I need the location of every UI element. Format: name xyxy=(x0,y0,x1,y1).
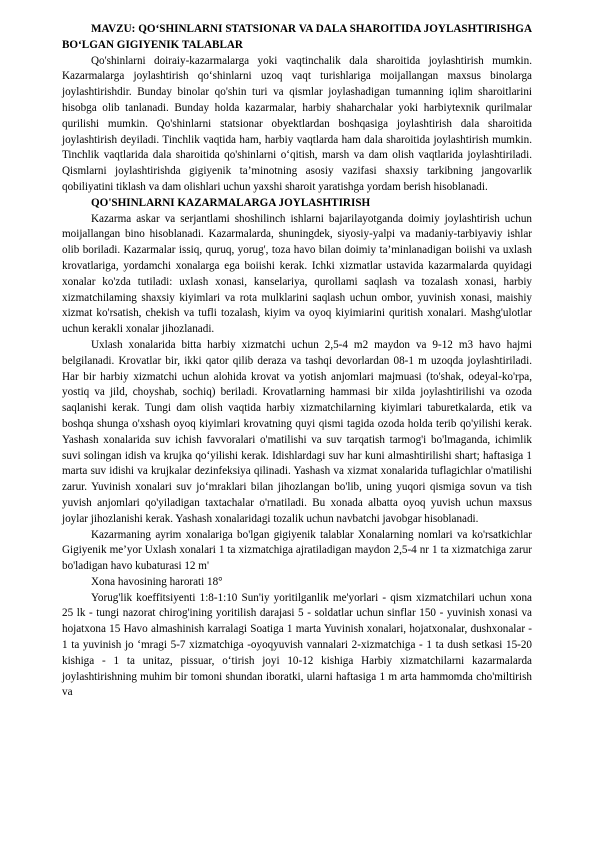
talablar-paragraph: Kazarmaning ayrim xonalariga bo'lgan gigiyenik talablar Xonalarning nomlari va ko'rsatkichlar Gigiyenik me’yor Uxlash xonalari 1 ta xizmatchiga ajratiladigan maydon 2,5-4 nr 1 ta xizmatchiga zarur bo'ladigan havo kubaturasi 12 m' xyxy=(62,528,532,573)
uxlash-paragraph: Uxlash xonalarida bitta harbiy xizmatchi uchun 2,5-4 m2 maydon va 9-12 m3 havo hajmi belgilanadi. Krovatlar bir, ikki qator qilib deraza va tashqi devorlardan 08-1 m uzoqda joylashtiriladi. Har bir harbiy xizmatchi uchun alohida krovat va yotish anjomlari majmuasi (to'shak, odeyal-ko'rpa, yostiq va jild, choyshab, sochiq) beriladi. Krovatlarning hammasi bir xilda joylashtirilishi va ozoda saqlanishi kerak. Tungi dam olish vaqtida harbiy xizmatchilarning kiyimlari taburetkalarda, etik va boshqa shunga o'xshash oyoq kiyimlari krovatning quyi qismi tagida ozoda holda terib qo'yilishi kerak. Yashash xonalarida suv ichish favvoralari o'matilishi va suv tarqatish tarmog'i bo'lmaganda, ichimlik suvi solingan idish va krujka qo‘yilishi kerak. Idishlardagi suv har kuni almashtirilishi shart; haftasiga 1 marta suv idishi va krujkalar dezinfeksiya qilinadi. Yashash va xizmat xonalarida tuflagichlar o'matilishi zarur. Yuvinish xonalari suv jo‘mraklari bilan jihozlangan bo'lib, uning yuqori qismiga sovun va tish yuvish anjomlari qo'yiladigan taxtachalar o'rnatiladi. Bu xonada albatta oyoq yuvish uchun maxsus joylar jihozlanishi kerak. Yashash xonalaridagi tozalik uchun navbatchi javobgar hisoblanadi. xyxy=(62,338,532,525)
document-title: MAVZU: QO‘SHINLARNI STATSIONAR VA DALA SHAROITIDA JOYLASHTIRISHGA BO‘LGAN GIGIYENIK TALABLAR xyxy=(62,23,532,51)
section-heading: QO'SHINLARNI KAZARMALARGA JOYLASHTIRISH xyxy=(91,196,371,209)
yoritilganlik-paragraph: Yorug'lik koeffitsiyenti 1:8-1:10 Sun'iy yoritilganlik me'yorlari - qism xizmatchilari uchun xona 25 lk - tungi nazorat chirog'ining yoritilish darajasi 5 - soldatlar uchun sinflar 150 - yuvinish xonasi va hojatxona 15 Havo almashinish karralagi Soatiga 1 marta Yuvinish xonalari, hojatxonalar, dushxonalar - 1 ta yuvinish jo ‘mragi 5-7 xizmatchiga -oyoqyuvish vannalari 2-xizmatchiga - 1 ta dush setkasi 15-20 kishiga - 1 ta unitaz, pissuar, o‘tirish joyi 10-12 kishiga Harbiy xizmatchilarni kazarmalarda joylashtirishning muhim bir tomoni shundan iboratki, ularni haftasiga 1 m arta hammomda cho'miltirish va xyxy=(62,591,532,699)
kazarma-paragraph: Kazarma askar va serjantlami shoshilinch ishlarni bajarilayotganda doimiy joylashtirish uchun moijallangan bino hisoblanadi. Kazarmalarda, shuningdek, siyosiy-yalpi va madaniy-tarbiyaviy ishlar olib boriladi. Kazarmalar issiq, quruq, yorug', toza havo bilan doimiy ta’minlanadigan boiishi va uxlash krovatlariga, yordamchi xonalarga ega boiishi kerak. Ichki xizmatlar ustavida kazarmalarda quyidagi xonalar ko'zda tutiladi: uxlash xonasi, kanselariya, qurollami saqlash va tozalash xonasi, harbiy xizmatchilaming shaxsiy kiyimlari va rota mulklarini saqlash uchun ombor, yuvinish xonasi, maishiy xizmat ko'rsatish, chekish va tufli tozalash, kiyim va oyoq kiyimiarini quritish xonalari. Mashg'ulotlar uchun kerakli xonalar jihozlanadi. xyxy=(62,212,532,336)
harorat-paragraph: Xona havosining harorati 18° xyxy=(91,575,223,588)
intro-paragraph: Qo'shinlarni doiraiy-kazarmalarga yoki vaqtinchalik dala sharoitida joylashtirish mumkin. Kazarmalarga joylashtirish qo‘shinlarni uzoq vaqt turishlariga moijallangan maxsus binolarga joylashtirishdir. Bunday binolar qo'shin turi va qismlar joylashadigan tumanning iqlim sharoitlarini hisobga olib tanlanadi. Bunday holda kazarmalar, harbiy shaharchalar yoki harbiytexnik qurilmalar qurilishi mumkin. Qo'shinlarni statsionar obyektlardan boshqasiga joylashtirish dala sharoitida joylashtirish deyiladi. Tinchlik vaqtida ham, harbiy vaqtlarda ham dala sharoitida joylashtirish mumkin. Tinchlik vaqtlarida dala sharoitida qo'shinlarni o‘qitish, marsh va dam olish vaqtlarida joylashtiriladi. Qismlarni joylashtirishda gigiyenik ta’minotning asosiy vazifasi shaxsiy tarkibning jangovarlik qobiliyatini tiklash va dam olishlari uchun yaxshi sharoit yaratishga yordam berish hisoblanadi. xyxy=(62,54,532,193)
document-page xyxy=(62,22,532,701)
